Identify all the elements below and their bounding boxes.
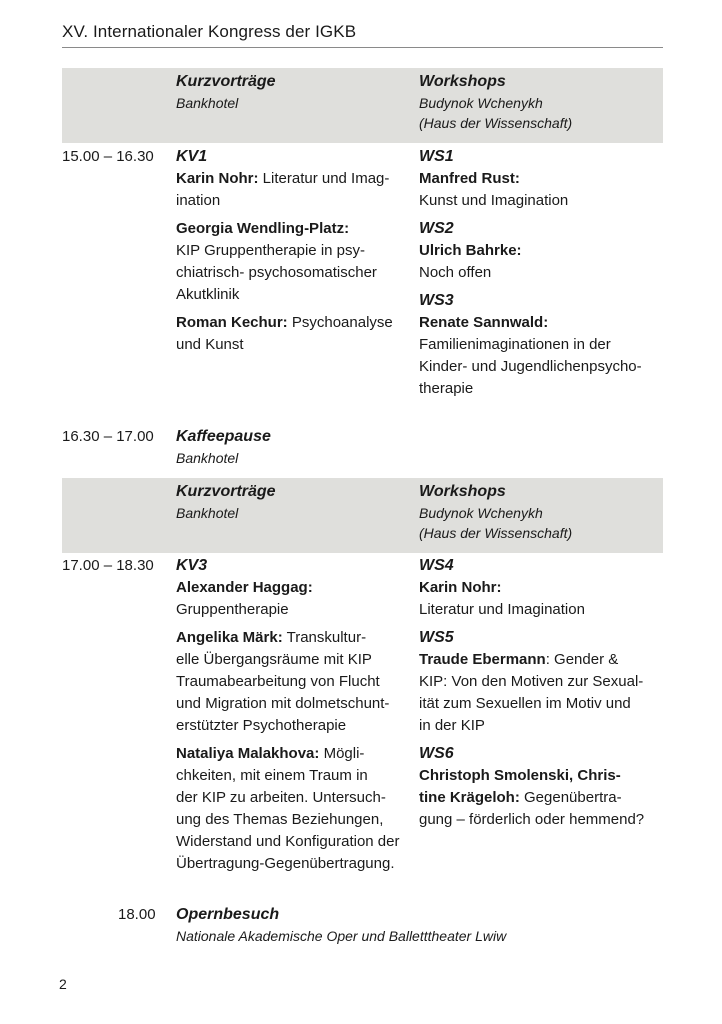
ws5-code: WS5 bbox=[419, 629, 454, 646]
slot4-time: 18.00 bbox=[118, 906, 156, 923]
ws3-entry: Renate Sannwald: Familienimaginationen in der Kinder- und Jugendlichenpsycho- therapie bbox=[419, 314, 642, 397]
kv1-talk-2: Georgia Wendling-Platz: KIP Gruppentherapie in psy- chiatrisch- psychosomatischer Akutklinik bbox=[176, 220, 377, 303]
kv3-talk-2: Angelika Märk: Transkultur- elle Übergangsräume mit KIP Traumabearbeitung von Flucht und Migration mit dolmetschunt- erstützter Psychotherapie bbox=[176, 629, 390, 734]
band1-right bbox=[419, 71, 659, 133]
coffee-break-title: Kaffeepause bbox=[176, 428, 271, 445]
slot2-time: 16.30 – 17.00 bbox=[62, 428, 154, 445]
band2-left-venue: Bankhotel bbox=[176, 505, 239, 521]
kv1-code: KV1 bbox=[176, 148, 208, 165]
band1-right-venue: Budynok Wchenykh bbox=[419, 95, 543, 111]
coffee-break-venue: Bankhotel bbox=[176, 450, 239, 466]
opera-visit-title: Opernbesuch bbox=[176, 906, 280, 923]
header-rule bbox=[62, 47, 663, 48]
ws2-entry: Ulrich Bahrke: Noch offen bbox=[419, 242, 522, 281]
ws2-code: WS2 bbox=[419, 220, 454, 237]
opera-visit-venue: Nationale Akademische Oper und Balletttheater Lwiw bbox=[176, 928, 507, 944]
band1-left bbox=[176, 71, 406, 113]
kv3-talk-1: Alexander Haggag: Gruppentherapie bbox=[176, 579, 313, 618]
kv1-talk-1: Karin Nohr: Literatur und Imag- ination bbox=[176, 170, 390, 209]
band2-left bbox=[176, 481, 406, 523]
band1-left-venue: Bankhotel bbox=[176, 95, 239, 111]
kv3-code: KV3 bbox=[176, 557, 208, 574]
ws1-code: WS1 bbox=[419, 148, 454, 165]
band2-right-venue-note: (Haus der Wissenschaft) bbox=[419, 525, 573, 541]
running-header: XV. Internationaler Kongress der IGKB bbox=[62, 22, 357, 41]
slot3-right bbox=[419, 555, 664, 837]
ws6-code: WS6 bbox=[419, 745, 454, 762]
ws4-code: WS4 bbox=[419, 557, 454, 574]
band2-right-venue: Budynok Wchenykh bbox=[419, 505, 543, 521]
slot3-time: 17.00 – 18.30 bbox=[62, 557, 154, 574]
ws3-code: WS3 bbox=[419, 292, 454, 309]
slot1-left bbox=[176, 146, 411, 362]
band2-left-title: Kurzvorträge bbox=[176, 483, 276, 500]
band1-left-title: Kurzvorträge bbox=[176, 73, 276, 90]
band1-right-title: Workshops bbox=[419, 73, 506, 90]
band2-right-title: Workshops bbox=[419, 483, 506, 500]
slot1-time: 15.00 – 16.30 bbox=[62, 148, 154, 165]
kv3-talk-3: Nataliya Malakhova: Mögli- chkeiten, mit einem Traum in der KIP zu arbeiten. Untersuch- ung des Themas Beziehungen, Widerstand und Konfiguration der Übertragung-Gegenübertragung. bbox=[176, 745, 400, 872]
slot2-entry bbox=[176, 426, 476, 468]
ws1-entry: Manfred Rust: Kunst und Imagination bbox=[419, 170, 569, 209]
band2-right bbox=[419, 481, 659, 543]
band1-right-venue-note: (Haus der Wissenschaft) bbox=[419, 115, 573, 131]
ws6-entry: Christoph Smolenski, Chris- tine Krägeloh: Gegenübertra- gung – förderlich oder hemmend? bbox=[419, 767, 645, 828]
page-number: 2 bbox=[59, 976, 67, 992]
ws5-entry: Traude Ebermann: Gender & KIP: Von den Motiven zur Sexual- ität zum Sexuellen im Motiv und in der KIP bbox=[419, 651, 644, 734]
kv1-talk-3: Roman Kechur: Psychoanalyse und Kunst bbox=[176, 314, 393, 353]
ws4-entry: Karin Nohr: Literatur und Imagination bbox=[419, 579, 585, 618]
slot1-right bbox=[419, 146, 659, 406]
slot3-left bbox=[176, 555, 412, 881]
slot4-entry bbox=[176, 904, 656, 946]
